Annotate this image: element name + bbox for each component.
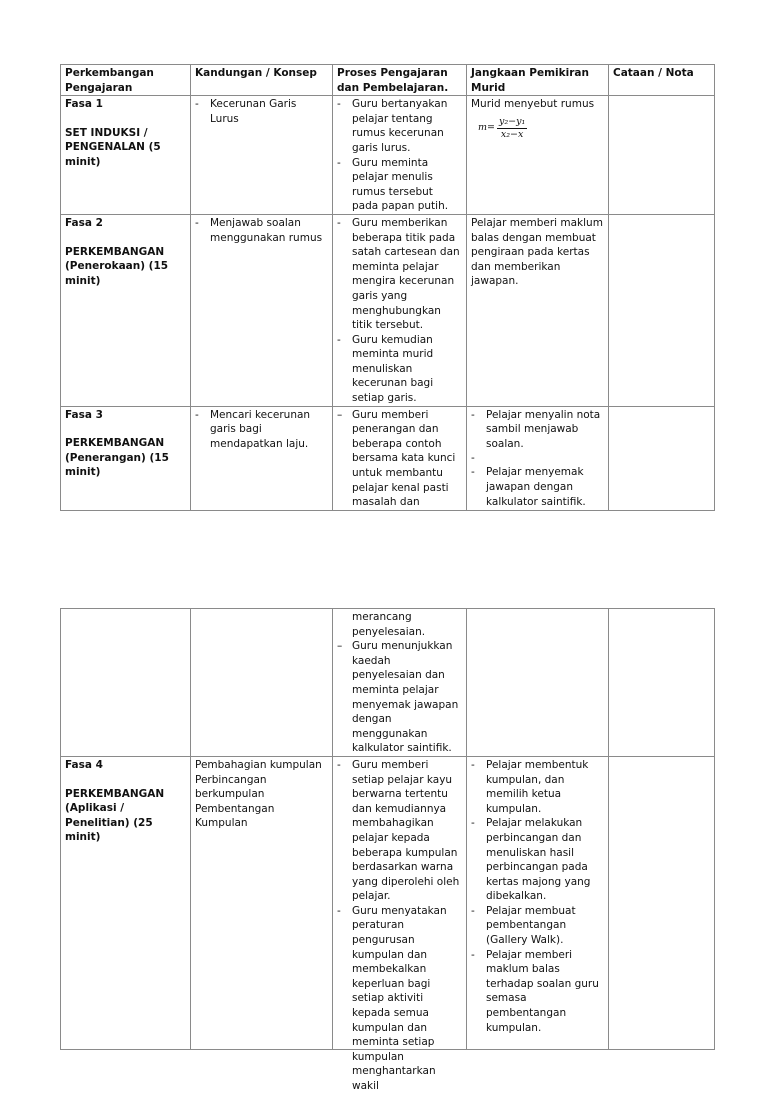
formula-denominator: x₂−x	[500, 128, 524, 140]
content-cell	[191, 609, 333, 757]
process-cell	[333, 609, 467, 757]
thinking-cell	[467, 609, 609, 757]
phase-title: Fasa 3	[65, 408, 103, 421]
process-item: – Guru memberi penerangan dan beberapa contoh bersama kata kunci untuk membantu pelajar kenal pasti masalah dan	[337, 408, 462, 510]
process-item: - Guru kemudian meminta murid menuliskan kecerunan bagi setiap garis.	[337, 333, 462, 406]
phase-cell	[61, 96, 191, 215]
phase-title: Fasa 4	[65, 758, 103, 771]
thinking-cell	[467, 756, 609, 1049]
thinking-cell	[467, 406, 609, 510]
process-item: - Guru bertanyakan pelajar tentang rumus kecerunan garis lurus.	[337, 97, 462, 155]
table-header-row	[61, 65, 715, 96]
thinking-item: - Pelajar menyemak jawapan dengan kalkulator saintifik.	[471, 465, 604, 509]
phase-name: PERKEMBANGAN (Aplikasi / Penelitian) (25 minit)	[65, 787, 165, 844]
process-cell	[333, 214, 467, 406]
content-cell	[191, 96, 333, 215]
process-cell	[333, 756, 467, 1092]
table-row-fasa-1	[61, 96, 715, 215]
table-row-fasa-2	[61, 214, 715, 406]
thinking-cell	[467, 96, 609, 215]
thinking-cell: Pelajar memberi maklum balas dengan membuat pengiraan pada kertas dan memberikan jawapan.	[467, 214, 609, 406]
notes-cell	[609, 609, 715, 757]
table-row-fasa-4	[61, 756, 715, 1049]
header-phase: Perkembangan Pengajaran	[61, 65, 191, 96]
process-item: - Guru memberi setiap pelajar kayu berwarna tertentu dan kemudiannya membahagikan pelajar kepada beberapa kumpulan berdasarkan warna yang diperolehi oleh pelajar.	[337, 758, 462, 904]
header-thinking: Jangkaan Pemikiran Murid	[467, 65, 609, 96]
phase-cell	[61, 609, 191, 757]
process-item: - Guru meminta pelajar menulis rumus tersebut pada papan putih.	[337, 156, 462, 214]
phase-title: Fasa 1	[65, 98, 103, 111]
process-cell	[333, 96, 467, 215]
phase-cell	[61, 756, 191, 1049]
content-item: Pembahagian kumpulan	[195, 758, 322, 771]
phase-cell	[61, 214, 191, 406]
thinking-text: Murid menyebut rumus	[471, 98, 595, 111]
formula-fraction	[497, 116, 527, 141]
header-notes: Cataan / Nota	[609, 65, 715, 96]
formula-numerator: y₂−y₁	[498, 115, 526, 127]
content-cell	[191, 756, 333, 1049]
lesson-plan-table-page-1	[60, 64, 715, 511]
phase-title: Fasa 2	[65, 216, 103, 229]
process-continued-text: merancang penyelesaian.	[352, 611, 426, 638]
lesson-plan-table-page-2	[60, 608, 715, 1092]
content-cell	[191, 406, 333, 510]
notes-cell	[609, 96, 715, 215]
process-item: - Guru menyatakan peraturan pengurusan kumpulan dan membekalkan keperluan bagi setiap aktiviti kepada semua kumpulan dan meminta setiap kumpulan menghantarkan wakil	[337, 904, 462, 1094]
content-item: - Mencari kecerunan garis bagi mendapatkan laju.	[195, 408, 328, 452]
content-item: Perbincangan berkumpulan	[195, 773, 267, 801]
phase-cell	[61, 406, 191, 510]
content-item: - Kecerunan Garis Lurus	[195, 97, 328, 126]
table-row-continuation	[61, 609, 715, 757]
process-item: - Guru memberikan beberapa titik pada satah cartesean dan meminta pelajar mengira kecerunan garis yang menghubungkan titik tersebut.	[337, 216, 462, 333]
process-item: – Guru menunjukkan kaedah penyelesaian dan meminta pelajar menyemak jawapan dengan menggunakan kalkulator saintifik.	[337, 639, 462, 756]
phase-name: PERKEMBANGAN (Penerangan) (15 minit)	[65, 437, 169, 479]
phase-name: PERKEMBANGAN (Penerokaan) (15 minit)	[65, 245, 169, 287]
notes-cell	[609, 406, 715, 510]
formula-lhs: m=	[478, 122, 495, 134]
notes-cell	[609, 214, 715, 406]
header-process: Proses Pengajaran dan Pembelajaran.	[333, 65, 467, 96]
table-row-fasa-3	[61, 406, 715, 510]
phase-name: SET INDUKSI / PENGENALAN (5 minit)	[65, 126, 161, 168]
thinking-item: - Pelajar menyalin nota sambil menjawab soalan.	[471, 408, 604, 452]
content-item: - Menjawab soalan menggunakan rumus	[195, 216, 328, 245]
gradient-formula	[478, 116, 604, 141]
header-content: Kandungan / Konsep	[191, 65, 333, 96]
content-item: Pembentangan Kumpulan	[195, 802, 275, 830]
thinking-item: - Pelajar melakukan perbincangan dan menuliskan hasil perbincangan pada kertas majong yang dibekalkan.	[471, 816, 604, 904]
thinking-item: - Pelajar membuat pembentangan (Gallery Walk).	[471, 904, 604, 948]
content-cell	[191, 214, 333, 406]
thinking-item: - Pelajar memberi maklum balas terhadap soalan guru semasa pembentangan kumpulan.	[471, 948, 604, 1036]
thinking-item: - Pelajar membentuk kumpulan, dan memilih ketua kumpulan.	[471, 758, 604, 816]
process-cell	[333, 406, 467, 510]
notes-cell	[609, 756, 715, 1049]
